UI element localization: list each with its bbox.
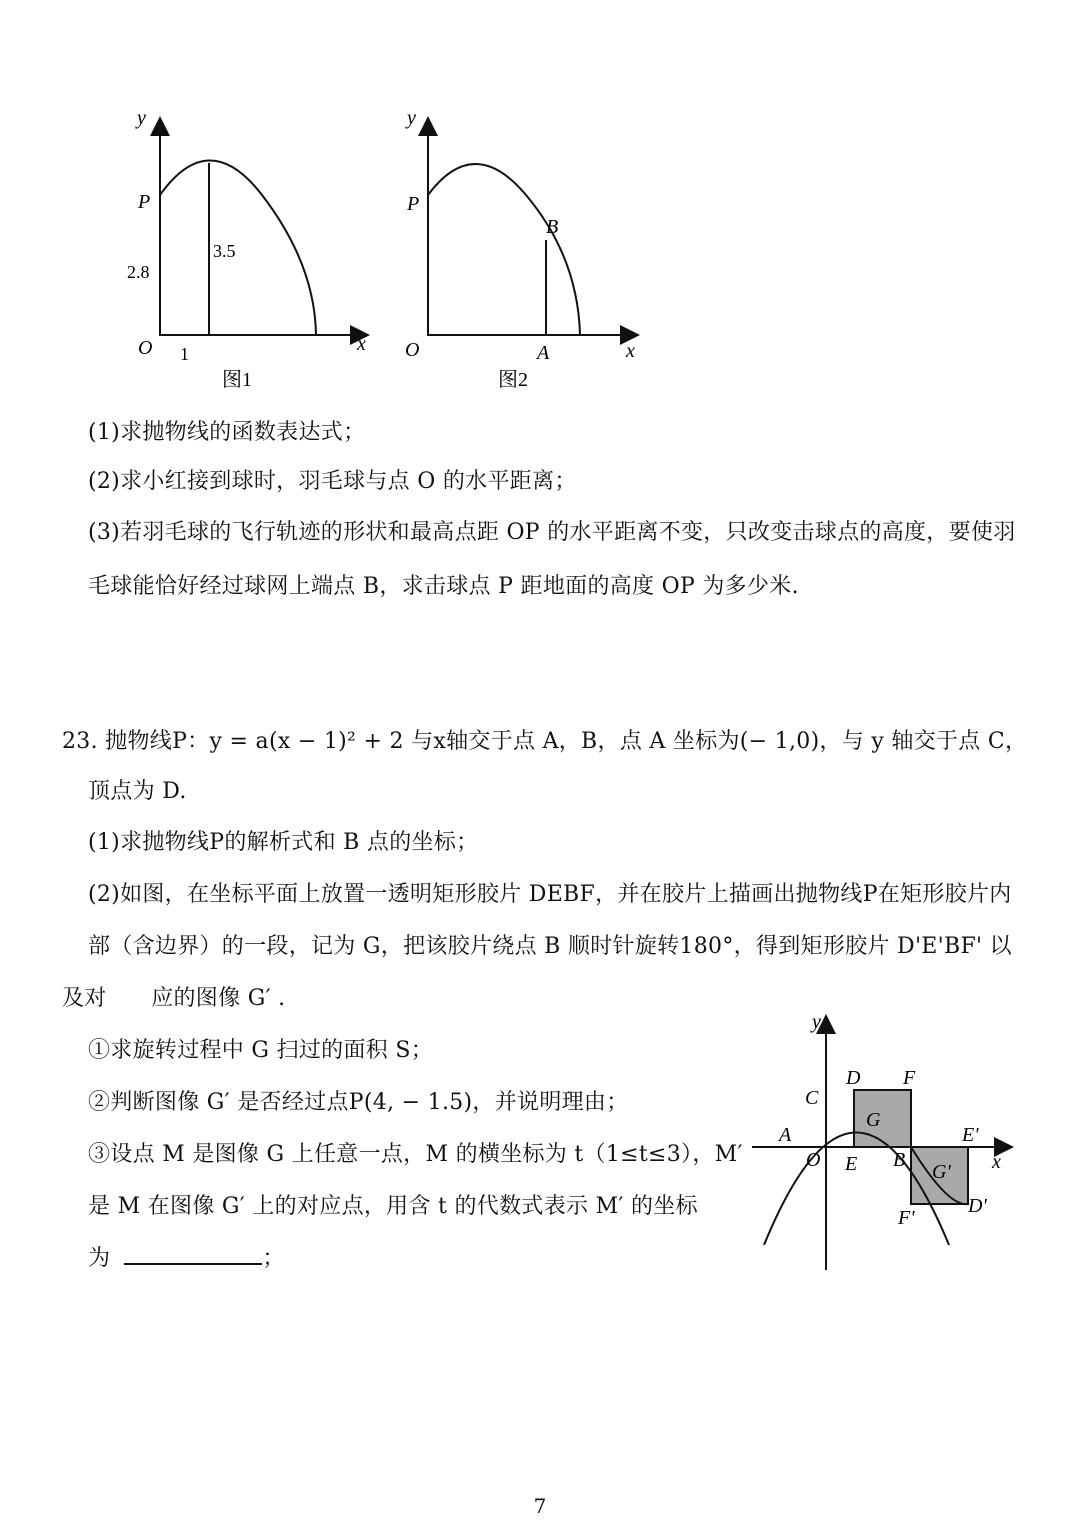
- point-e-label: E: [845, 1153, 858, 1175]
- x-axis-label: x: [626, 340, 635, 362]
- height-value-label: 2.8: [127, 262, 150, 282]
- point-p-label: P: [407, 193, 420, 215]
- q22-part3-line2: 毛球能恰好经过球网上端点 B，求击球点 P 距地面的高度 OP 为多少米.: [88, 574, 799, 599]
- x-axis-label: x: [357, 333, 366, 355]
- point-e-prime-label: E': [962, 1124, 979, 1146]
- q22-part1: (1)求抛物线的函数表达式；: [88, 420, 366, 445]
- q22-part2: (2)求小红接到球时，羽毛球与点 O 的水平距离；: [88, 469, 577, 494]
- answer-prefix: 为: [88, 1246, 111, 1271]
- origin-label: O: [806, 1149, 821, 1171]
- peak-value-label: 3.5: [213, 241, 236, 261]
- point-a-label: A: [537, 342, 550, 364]
- answer-suffix: ；: [262, 1246, 285, 1271]
- q22-part3-line1: (3)若羽毛球的飞行轨迹的形状和最高点距 OP 的水平距离不变，只改变击球点的高度，要使羽: [88, 520, 1016, 545]
- point-b-label: B: [546, 216, 559, 238]
- q23-part2-line3: 及对 应的图像 G′ .: [62, 986, 286, 1011]
- x-value-label: 1: [180, 344, 189, 364]
- figure-2: [395, 100, 655, 400]
- point-p-label: P: [138, 191, 151, 213]
- point-a-label: A: [779, 1124, 792, 1146]
- figure-2-caption: 图2: [498, 369, 528, 391]
- figure-3: [740, 1005, 1030, 1280]
- q23-stem-line2: 顶点为 D.: [88, 779, 187, 804]
- point-c-label: C: [805, 1087, 819, 1109]
- origin-label: O: [138, 337, 153, 359]
- x-axis-label: x: [992, 1151, 1001, 1173]
- figure-1: [120, 100, 380, 400]
- q23-part2-line1: (2)如图，在坐标平面上放置一透明矩形胶片 DEBF，并在胶片上描画出抛物线P在矩形胶片内: [88, 882, 1012, 907]
- y-axis-label: y: [137, 107, 146, 129]
- y-axis-label: y: [812, 1011, 821, 1033]
- image-g-prime-label: G': [932, 1161, 951, 1183]
- point-d-prime-label: D': [968, 1195, 987, 1217]
- q23-sub1: ①求旋转过程中 G 扫过的面积 S；: [88, 1038, 434, 1063]
- origin-label: O: [405, 339, 420, 361]
- answer-blank[interactable]: [124, 1245, 262, 1265]
- q23-part1: (1)求抛物线P的解析式和 B 点的坐标；: [88, 830, 479, 855]
- y-axis-label: y: [407, 107, 416, 129]
- point-b-label: B: [893, 1149, 906, 1171]
- parabola-curve: [160, 161, 316, 336]
- q23-sub2: ②判断图像 G′ 是否经过点P(4, − 1.5)，并说明理由；: [88, 1090, 629, 1115]
- q23-sub3-line3: [88, 1244, 285, 1274]
- image-g-label: G: [866, 1109, 881, 1131]
- q23-sub3-line1: ③设点 M 是图像 G 上任意一点，M 的横坐标为 t（1≤t≤3），M′: [88, 1142, 743, 1167]
- q23-sub3-line2: 是 M 在图像 G′ 上的对应点，用含 t 的代数式表示 M′ 的坐标: [88, 1194, 698, 1219]
- q23-stem-line1: 23. 抛物线P：y = a(x − 1)² + 2 与x轴交于点 A，B，点 A 坐标为(− 1,0)，与 y 轴交于点 C，: [62, 729, 1028, 754]
- page-number: 7: [533, 1494, 547, 1518]
- parabola-curve: [428, 164, 580, 335]
- figure-1-caption: 图1: [222, 369, 252, 391]
- point-d-label: D: [846, 1067, 861, 1089]
- film-deb-f: [854, 1090, 911, 1147]
- point-f-label: F: [903, 1067, 916, 1089]
- q23-part2-line2: 部（含边界）的一段，记为 G，把该胶片绕点 B 顺时针旋转180°，得到矩形胶片 D'E'BF' 以: [88, 934, 1012, 959]
- point-f-prime-label: F': [898, 1207, 915, 1229]
